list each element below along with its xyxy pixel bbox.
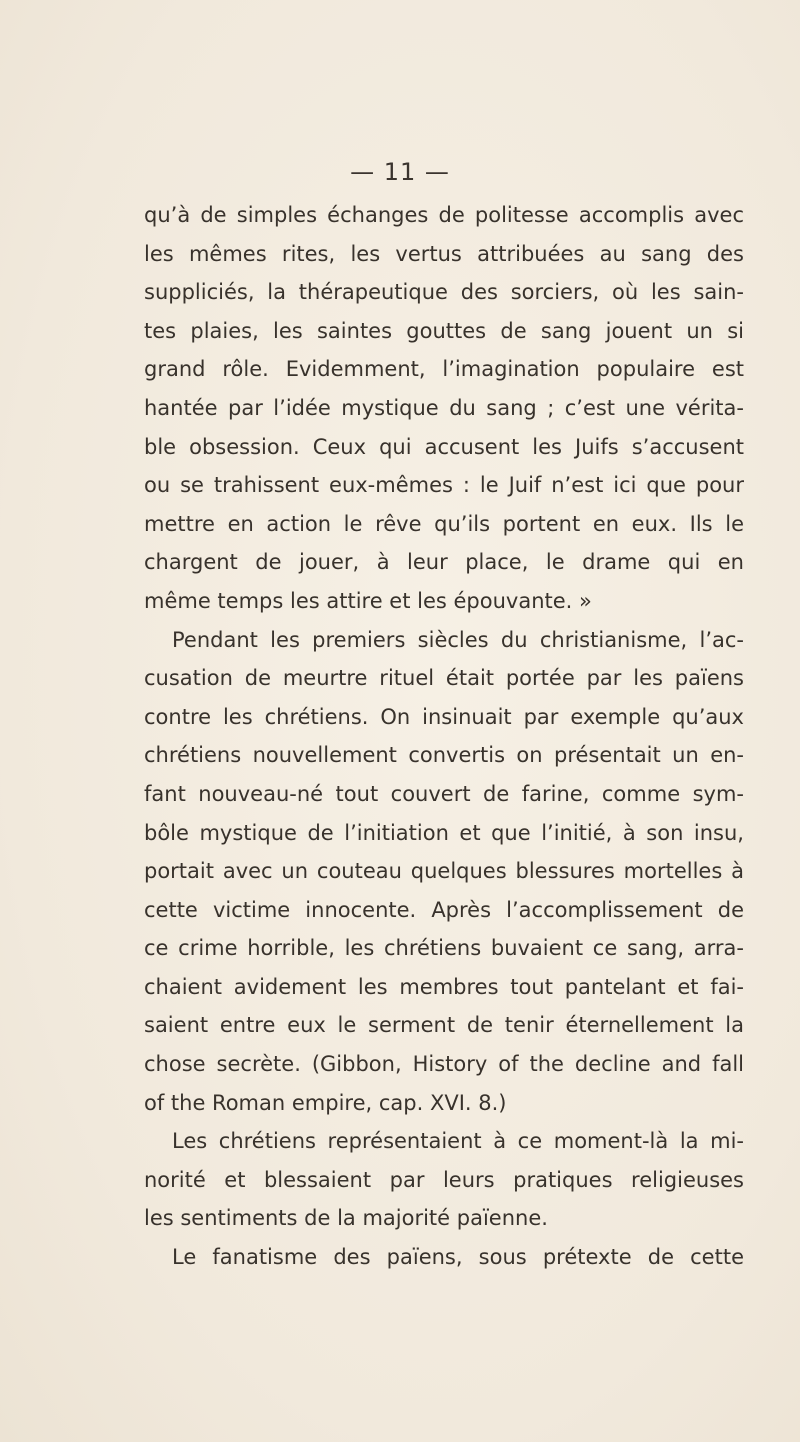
text-line: chargent de jouer, à leur place, le drame qui en	[144, 550, 744, 575]
text-line: norité et blessaient par leurs pratiques religieuses	[144, 1167, 744, 1192]
text-line: suppliciés, la thérapeutique des sorciers, où les sain-	[144, 280, 744, 305]
text-line: Les chrétiens représentaient à ce moment-là la mi-	[172, 1129, 744, 1154]
text-line: ce crime horrible, les chrétiens buvaient ce sang, arra-	[144, 936, 744, 961]
text-line: of the Roman empire, cap. XVI. 8.)	[144, 1090, 507, 1115]
text-line: cusation de meurtre rituel était portée par les païens	[144, 666, 744, 691]
text-line: chaient avidement les membres tout pantelant et fai-	[144, 974, 744, 999]
text-line: ble obsession. Ceux qui accusent les Juifs s’accusent	[144, 434, 744, 459]
page-number: — 11 —	[350, 158, 450, 186]
text-line: ou se trahissent eux-mêmes : le Juif n’est ici que pour	[144, 473, 744, 498]
text-line: chose secrète. (Gibbon, History of the decline and fall	[144, 1052, 744, 1077]
text-line: grand rôle. Evidemment, l’imagination populaire est	[144, 357, 744, 382]
text-line: mettre en action le rêve qu’ils portent en eux. Ils le	[144, 511, 744, 536]
text-line: Le fanatisme des païens, sous prétexte de cette	[172, 1245, 744, 1270]
text-line: hantée par l’idée mystique du sang ; c’est une vérita-	[144, 395, 744, 420]
body-text	[144, 196, 744, 1277]
text-line: cette victime innocente. Après l’accomplissement de	[144, 897, 744, 922]
text-line: Pendant les premiers siècles du christianisme, l’ac-	[172, 627, 744, 652]
text-line: contre les chrétiens. On insinuait par exemple qu’aux	[144, 704, 744, 729]
text-line: les sentiments de la majorité païenne.	[144, 1206, 548, 1231]
text-line: saient entre eux le serment de tenir éternellement la	[144, 1013, 744, 1038]
text-line: chrétiens nouvellement convertis on présentait un en-	[144, 743, 744, 768]
text-line: qu’à de simples échanges de politesse accomplis avec	[144, 203, 744, 227]
text-line: bôle mystique de l’initiation et que l’initié, à son insu,	[144, 820, 744, 845]
text-line: portait avec un couteau quelques blessures mortelles à	[144, 859, 744, 884]
text-line: fant nouveau-né tout couvert de farine, comme sym-	[144, 781, 744, 806]
text-line: même temps les attire et les épouvante. »	[144, 588, 592, 613]
text-line: tes plaies, les saintes gouttes de sang jouent un si	[144, 318, 744, 343]
text-line: les mêmes rites, les vertus attribuées au sang des	[144, 241, 744, 266]
